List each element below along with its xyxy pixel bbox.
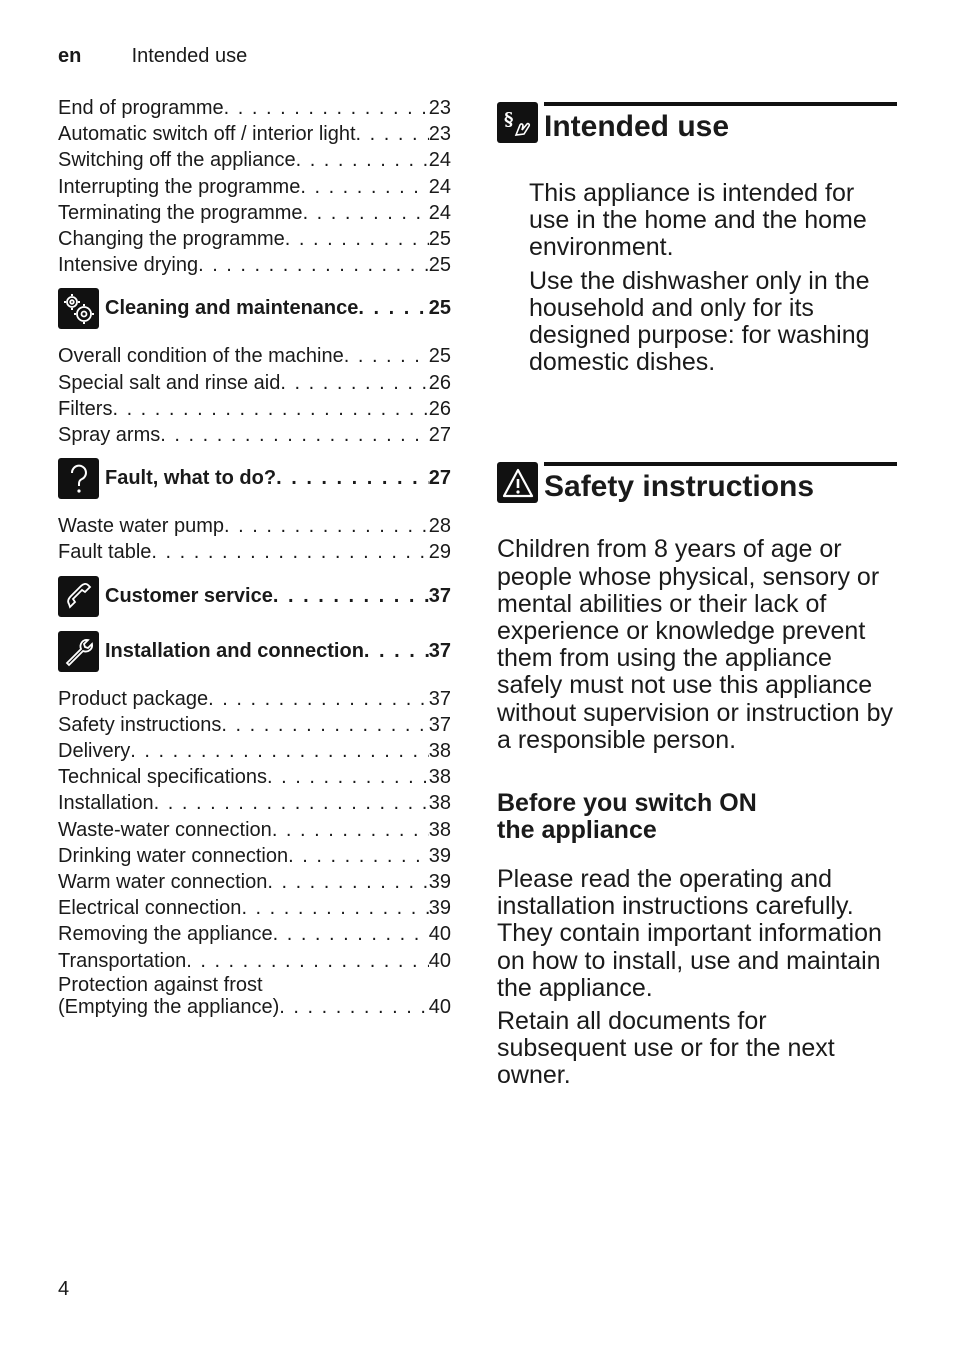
- toc-entry-label: Protection against frost: [58, 973, 263, 996]
- toc-entry-page: 38: [428, 740, 451, 763]
- warning-icon: [497, 462, 538, 503]
- question-icon: [58, 458, 99, 499]
- toc-entry-label: Overall condition of the machine: [58, 345, 344, 368]
- toc-entry-label: Changing the programme: [58, 228, 285, 251]
- toc-entry-page: 28: [428, 515, 451, 538]
- toc-entry-page: 39: [428, 897, 451, 920]
- safety-subheading: Before you switch ON the appliance: [497, 789, 757, 845]
- toc-entry[interactable]: [58, 686, 451, 712]
- toc-entry[interactable]: [58, 422, 451, 448]
- gears-icon: [58, 288, 99, 329]
- toc-entry-page: 40: [428, 923, 451, 946]
- toc-entry-label: Electrical connection: [58, 897, 242, 920]
- toc-entry[interactable]: [58, 948, 451, 974]
- toc-entry-page: 25: [428, 345, 451, 368]
- page-header: [58, 45, 247, 68]
- intended-use-para-1: This appliance is intended for use in the home and the home environment.: [529, 179, 867, 262]
- toc-entry[interactable]: [58, 95, 451, 121]
- toc-entry[interactable]: [58, 343, 451, 369]
- toc-entry[interactable]: [58, 790, 451, 816]
- toc-section-label: Installation and connection: [105, 639, 364, 662]
- toc-entry-label: Waste water pump: [58, 515, 224, 538]
- toc-entry-page: 23: [428, 97, 451, 119]
- toc-entry-label: Waste-water connection: [58, 818, 272, 841]
- toc-entry[interactable]: [58, 121, 451, 147]
- toc-entry-label: Delivery: [58, 740, 131, 763]
- toc-entry-label: Intensive drying: [58, 254, 199, 277]
- toc-entry-page: 27: [428, 424, 451, 447]
- toc-entry[interactable]: [58, 370, 451, 396]
- intended-use-heading: [497, 102, 897, 144]
- toc-entry-label: (Emptying the appliance): [58, 995, 280, 1018]
- toc-entry-page: 26: [428, 371, 451, 394]
- toc-group-3: [58, 513, 451, 565]
- toc-entry-label: Interrupting the programme: [58, 175, 301, 198]
- toc-section-fault[interactable]: [58, 458, 451, 499]
- toc-entry-label: Spray arms: [58, 424, 161, 447]
- toc-entry[interactable]: [58, 200, 451, 226]
- toc-entry-label: Safety instructions: [58, 713, 222, 736]
- page-number: 4: [58, 1278, 70, 1300]
- toc-section-page: 37: [428, 584, 451, 607]
- toc-entry-page: 24: [428, 201, 451, 224]
- toc-entry[interactable]: [58, 174, 451, 200]
- header-section: Intended use: [131, 45, 248, 67]
- toc-entry-label: Automatic switch off / interior light: [58, 123, 356, 146]
- wrench-icon: [58, 631, 99, 672]
- toc-entry-label: Product package: [58, 687, 209, 710]
- toc-entry[interactable]: [58, 226, 451, 252]
- toc-entry[interactable]: [58, 712, 451, 738]
- table-of-contents: [58, 95, 451, 1018]
- toc-section-page: 27: [428, 467, 451, 490]
- safety-para-3: Retain all documents for subsequent use or for the next owner.: [497, 1007, 835, 1090]
- language-code: en: [58, 45, 82, 67]
- phone-icon: [58, 576, 99, 617]
- toc-entry-page: 25: [428, 254, 451, 277]
- toc-section-label: Cleaning and maintenance: [105, 297, 359, 320]
- toc-entry[interactable]: [58, 764, 451, 790]
- toc-entry-page: 40: [428, 995, 451, 1018]
- toc-entry-label: Drinking water connection: [58, 844, 289, 867]
- svg-text:§: §: [503, 108, 513, 130]
- toc-entry[interactable]: [58, 895, 451, 921]
- toc-section-install[interactable]: [58, 631, 451, 672]
- toc-group-1: [58, 95, 451, 278]
- toc-entry-label: Switching off the appliance: [58, 149, 296, 172]
- toc-entry-label: Removing the appliance: [58, 923, 273, 946]
- toc-entry[interactable]: [58, 869, 451, 895]
- toc-entry[interactable]: [58, 252, 451, 278]
- toc-entry[interactable]: [58, 147, 451, 173]
- toc-entry-page: 23: [428, 123, 451, 146]
- toc-group-4: [58, 686, 451, 974]
- toc-entry-page: 24: [428, 175, 451, 198]
- toc-entry-page: 38: [428, 818, 451, 841]
- toc-entry[interactable]: [58, 843, 451, 869]
- toc-entry-label: Transportation: [58, 949, 187, 972]
- toc-section-page: 37: [428, 639, 451, 662]
- toc-entry-page: 37: [428, 713, 451, 736]
- toc-entry[interactable]: [58, 738, 451, 764]
- toc-entry-label: Installation: [58, 792, 154, 815]
- section-title: Safety instructions: [544, 462, 897, 504]
- toc-entry[interactable]: [58, 513, 451, 539]
- toc-entry-label: Fault table: [58, 541, 152, 564]
- toc-entry[interactable]: [58, 539, 451, 565]
- toc-section-cleaning[interactable]: [58, 288, 451, 329]
- toc-entry-page: 38: [428, 792, 451, 815]
- toc-group-2: [58, 343, 451, 448]
- safety-para-2: Please read the operating and installation instructions carefully. They contain important information on how to install, use and maintain the appliance.: [497, 865, 882, 1002]
- toc-entry-frost[interactable]: [58, 974, 451, 1018]
- intended-use-para-2: Use the dishwasher only in the household and only for its designed purpose: for washing domestic dishes.: [529, 266, 870, 377]
- toc-entry-page: 39: [428, 871, 451, 894]
- toc-entry-page: 37: [428, 687, 451, 710]
- toc-entry-page: 39: [428, 844, 451, 867]
- toc-entry-page: 40: [428, 949, 451, 972]
- toc-entry-label: End of programme: [58, 97, 224, 119]
- safety-heading: [497, 462, 897, 504]
- safety-para-1: Children from 8 years of age or people whose physical, sensory or mental abilities or their lack of experience or knowledge prevent them from using the appliance safely must not use this appliance without supervision or instruction by a responsible person.: [497, 535, 894, 754]
- toc-entry-page: 29: [428, 541, 451, 564]
- section-title: Intended use: [544, 102, 897, 144]
- toc-entry-label: Special salt and rinse aid: [58, 371, 281, 394]
- paragraph-hand-icon: [497, 102, 538, 143]
- toc-entry-page: 25: [428, 228, 451, 251]
- toc-entry[interactable]: [58, 921, 451, 947]
- toc-entry[interactable]: [58, 396, 451, 422]
- toc-entry-page: 38: [428, 766, 451, 789]
- toc-entry-label: Terminating the programme: [58, 201, 303, 224]
- toc-section-service[interactable]: [58, 576, 451, 617]
- toc-entry-label: Filters: [58, 397, 113, 420]
- toc-entry-label: Warm water connection: [58, 871, 268, 894]
- toc-section-label: Fault, what to do?: [105, 467, 277, 490]
- main-content: [497, 102, 897, 1090]
- toc-entry-page: 26: [428, 397, 451, 420]
- toc-section-label: Customer service: [105, 584, 273, 607]
- toc-entry-page: 24: [428, 149, 451, 172]
- toc-section-page: 25: [428, 297, 451, 320]
- toc-entry[interactable]: [58, 817, 451, 843]
- toc-entry-label: Technical specifications: [58, 766, 267, 789]
